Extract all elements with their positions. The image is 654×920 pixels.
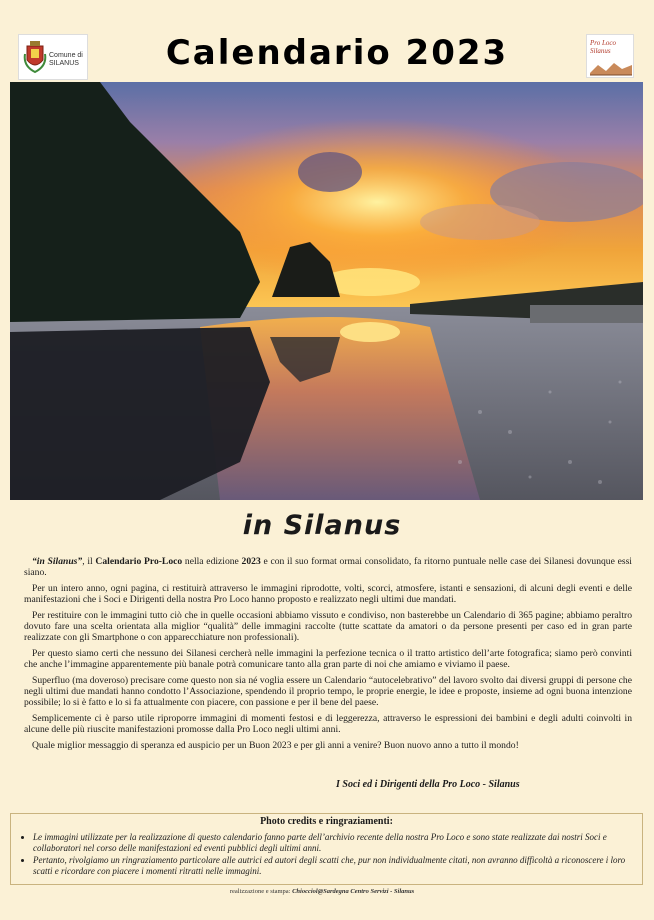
list-item: • Le immagini utilizzate per la realizzazione di questo calendario fanno parte dell’archivio recente della nostra Pro Loco e sono state realizzate dai nostri Soci e collaboratori nel corso delle manifestazioni ed eventi pubblici degli ultimi anni. [33, 832, 631, 854]
footer-prefix: realizzazione e stampa: [229, 888, 293, 895]
brand-name: Calendario Pro-Loco [95, 556, 183, 567]
footer [0, 888, 644, 895]
signature [336, 779, 520, 790]
paragraph: Semplicemente ci è parso utile riproporre immagini di momenti festosi e di leggerezza, attraverso le espressioni dei bambini e degli adulti coinvolti in alcune delle più riuscite manifestazioni promosse dalla Pro Loco negli ultimi anni. [24, 712, 632, 736]
header [0, 0, 654, 82]
signature-text: Soci ed i Dirigenti della Pro Loco - Silanus [342, 779, 520, 790]
credits-list [11, 832, 631, 878]
paragraph-text: nella edizione [182, 556, 242, 567]
list-item: • Pertanto, rivolgiamo un ringraziamento particolare alle autrici ed autori degli scatti che, pur non individualmente citati, non avranno difficoltà a riconoscere i loro scatti e ricordare con piacere i momenti ritratti nelle immagini. [33, 855, 631, 877]
page-title: Calendario 2023 [165, 33, 509, 73]
village-icon [588, 57, 634, 77]
subtitle: in Silanus [242, 510, 402, 541]
sunset-photo [10, 82, 643, 500]
signature-prefix: I [336, 779, 343, 790]
paragraph: Per un intero anno, ogni pagina, ci restituirà attraverso le immagini riprodotte, volti, scorci, atmosfere, istanti e sensazioni, di alcuni degli eventi e delle manifestazioni che i Soci e Dirigenti della nostra Pro Loco hanno proposto e realizzato negli ultimi due mandati. [24, 582, 632, 606]
comune-label: Comune di SILANUS [49, 52, 83, 67]
paragraph-title: “in Silanus” [32, 556, 83, 567]
paragraph: Per questo siamo certi che nessuno dei Silanesi cercherà nelle immagini la perfezione tecnica o il tratto artistico dell’arte fotografica; siamo però convinti che anche l’immagine apparentemente più banale potrà comunicare tanto alla gran parte di noi che amiamo e viviamo il paese. [24, 647, 632, 671]
year: 2023 [241, 556, 261, 567]
paragraph-text: , il [82, 556, 96, 567]
printer-name: Chiocciol@Sardegna Centro Servizi - Silanus [292, 888, 415, 895]
pro-loco-label: Pro Loco Silanus [590, 39, 616, 55]
pro-loco-logo [586, 34, 634, 78]
intro-text [24, 556, 632, 755]
paragraph: Superfluo (ma doveroso) precisare come questo non sia né voglia essere un Calendario “autocelebrativo” del lavoro svolto dai diversi gruppi di persone che negli ultimi due mandati hanno condotto l’Associazione, spendendo il proprio tempo, le proprie energie, le idee e proposte, insieme ad ogni buona intenzione possibile; lo si è fatto e lo si fa attualmente con piacere, con passione e per il bene del paese. [24, 674, 632, 709]
paragraph: Quale miglior messaggio di speranza ed auspicio per un Buon 2023 e per gli anni a venire? Buon nuovo anno a tutto il mondo! [32, 739, 519, 751]
paragraph: Per restituire con le immagini tutto ciò che in quelle occasioni abbiamo vissuto e condiviso, non basterebbe un Calendario di 365 pagine; abbiamo peraltro dovuto fare una scelta orientata alla miglior “qualità” delle immagini raccolte (tutte scattate da amatori o da persone presenti per caso ed in gran parte realizzate con gli Smartphone o con apparecchiature non professionali). [24, 609, 632, 644]
paragraph [24, 556, 632, 579]
credits-title: Photo credits e ringraziamenti: [260, 816, 393, 827]
paragraph-text: e con il suo format ormai consolidato, fa ritorno puntuale nelle case dei Silanesi dovunque essi siano. [24, 556, 632, 579]
photo-credits-box [10, 813, 643, 885]
